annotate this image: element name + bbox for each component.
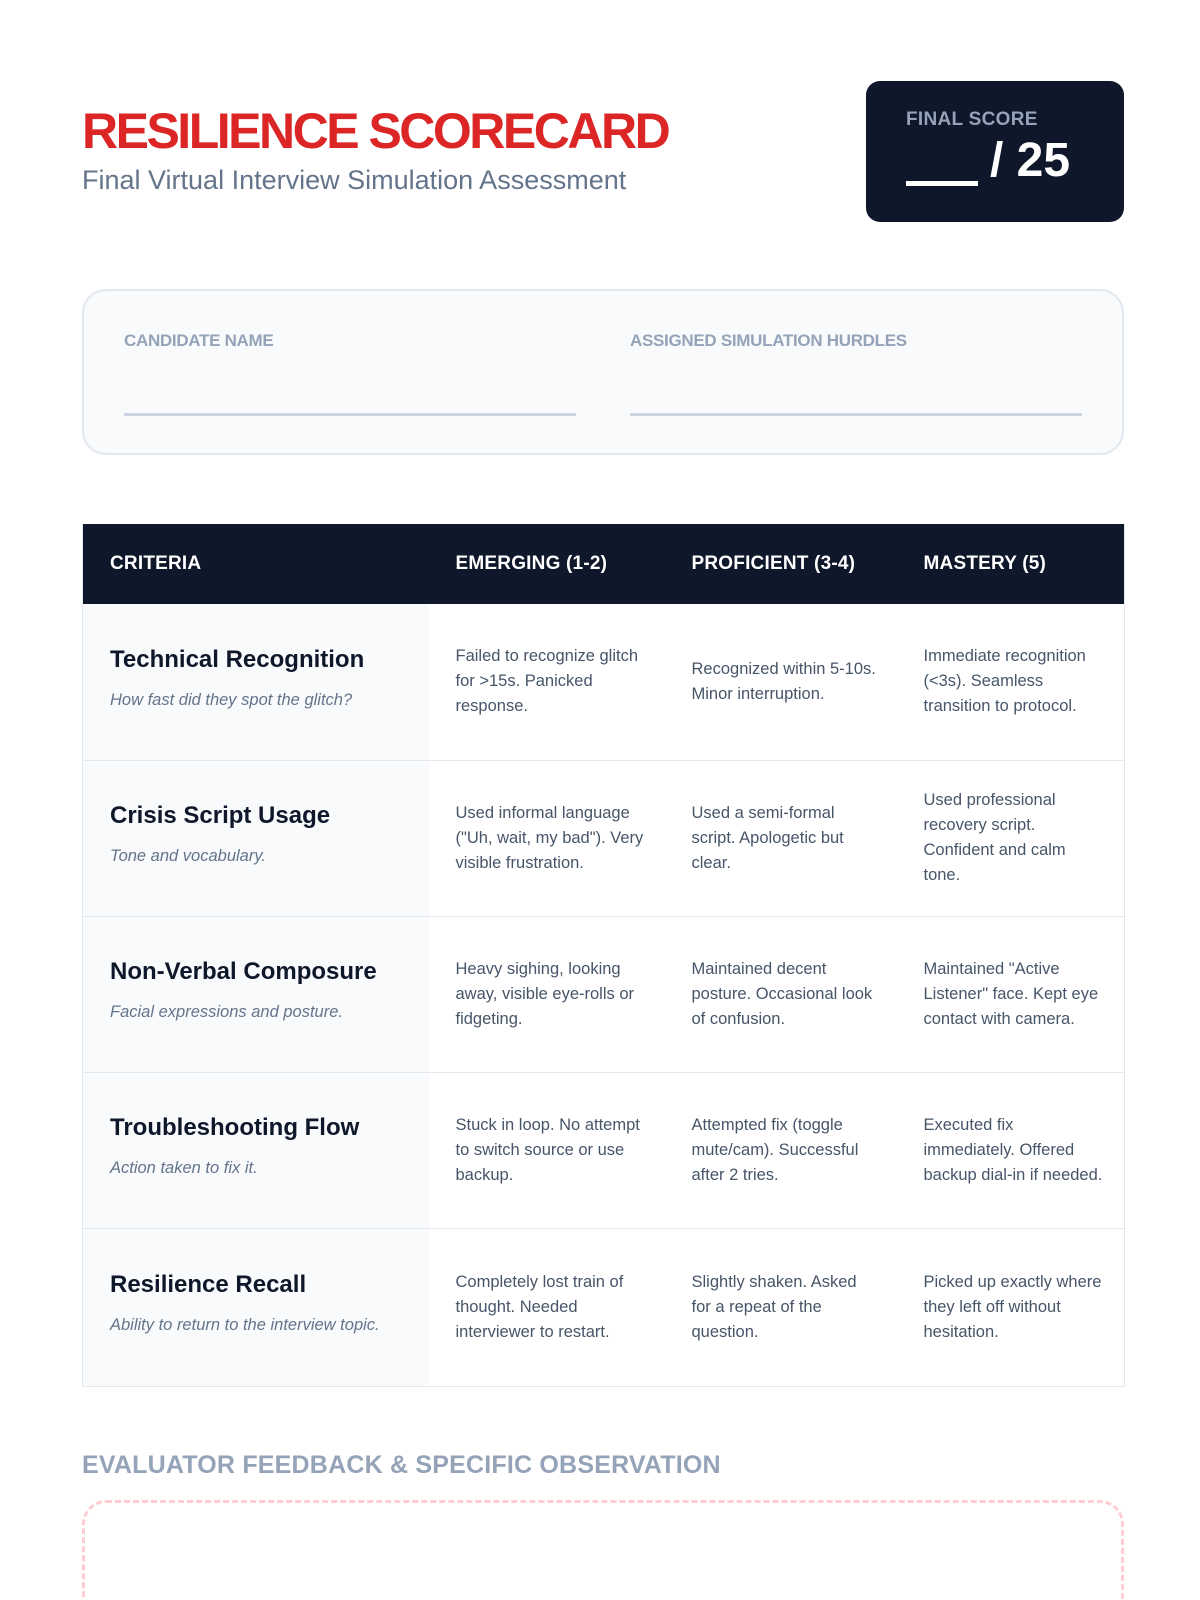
emerging-cell: Used informal language ("Uh, wait, my bad"). Very visible frustration. (429, 760, 665, 916)
final-score-total: / 25 (990, 134, 1071, 187)
page-subtitle: Final Virtual Interview Simulation Assessment (82, 165, 627, 195)
criteria-cell (83, 916, 429, 1072)
proficient-cell: Used a semi-formal script. Apologetic but clear. (665, 760, 897, 916)
criteria-cell (83, 1072, 429, 1228)
criteria-note: Tone and vocabulary. (110, 846, 266, 865)
criteria-name: Resilience Recall (110, 1271, 307, 1299)
criteria-note: How fast did they spot the glitch? (110, 690, 353, 709)
criteria-name: Crisis Script Usage (110, 802, 331, 830)
criteria-cell (83, 1228, 429, 1386)
criteria-cell (83, 760, 429, 916)
candidate-name-field (124, 331, 576, 351)
criteria-name: Technical Recognition (110, 645, 365, 673)
criteria-name: Non-Verbal Composure (110, 958, 377, 986)
simulation-hurdles-field (630, 331, 1082, 351)
mastery-cell: Maintained "Active Listener" face. Kept eye contact with camera. (897, 916, 1125, 1072)
mastery-cell: Picked up exactly where they left off without hesitation. (897, 1228, 1125, 1386)
table-row (83, 1228, 1125, 1386)
emerging-cell: Failed to recognize glitch for >15s. Panicked response. (429, 604, 665, 760)
candidate-name-label: CANDIDATE NAME (124, 331, 274, 350)
emerging-cell: Heavy sighing, looking away, visible eye-rolls or fidgeting. (429, 916, 665, 1072)
criteria-note: Action taken to fix it. (110, 1158, 258, 1177)
criteria-cell (83, 604, 429, 760)
final-score-blank[interactable] (906, 181, 978, 186)
table-row (83, 1072, 1125, 1228)
mastery-cell: Used professional recovery script. Confident and calm tone. (897, 760, 1125, 916)
table-row (83, 760, 1125, 916)
header-mastery: MASTERY (5) (897, 524, 1125, 604)
header-criteria: CRITERIA (83, 524, 429, 604)
rubric-table (82, 524, 1125, 1387)
proficient-cell: Slightly shaken. Asked for a repeat of the question. (665, 1228, 897, 1386)
final-score-box (866, 81, 1124, 222)
feedback-title: EVALUATOR FEEDBACK & SPECIFIC OBSERVATION (82, 1451, 721, 1479)
feedback-input[interactable] (82, 1500, 1124, 1600)
simulation-hurdles-input[interactable] (630, 413, 1082, 416)
criteria-note: Facial expressions and posture. (110, 1002, 343, 1021)
mastery-cell: Immediate recognition (<3s). Seamless transition to protocol. (897, 604, 1125, 760)
page-title: RESILIENCE SCORECARD (82, 103, 669, 159)
proficient-cell: Maintained decent posture. Occasional look of confusion. (665, 916, 897, 1072)
header-emerging: EMERGING (1-2) (429, 524, 665, 604)
rubric-header-row (83, 524, 1125, 604)
proficient-cell: Attempted fix (toggle mute/cam). Successful after 2 tries. (665, 1072, 897, 1228)
candidate-name-input[interactable] (124, 413, 576, 416)
emerging-cell: Completely lost train of thought. Needed interviewer to restart. (429, 1228, 665, 1386)
final-score-label: FINAL SCORE (906, 109, 1038, 130)
simulation-hurdles-label: ASSIGNED SIMULATION HURDLES (630, 331, 907, 350)
candidate-info-card (82, 289, 1124, 455)
criteria-note: Ability to return to the interview topic. (110, 1315, 380, 1334)
mastery-cell: Executed fix immediately. Offered backup dial-in if needed. (897, 1072, 1125, 1228)
criteria-name: Troubleshooting Flow (110, 1114, 360, 1142)
table-row (83, 604, 1125, 760)
emerging-cell: Stuck in loop. No attempt to switch source or use backup. (429, 1072, 665, 1228)
proficient-cell: Recognized within 5-10s. Minor interruption. (665, 604, 897, 760)
table-row (83, 916, 1125, 1072)
header-proficient: PROFICIENT (3-4) (665, 524, 897, 604)
